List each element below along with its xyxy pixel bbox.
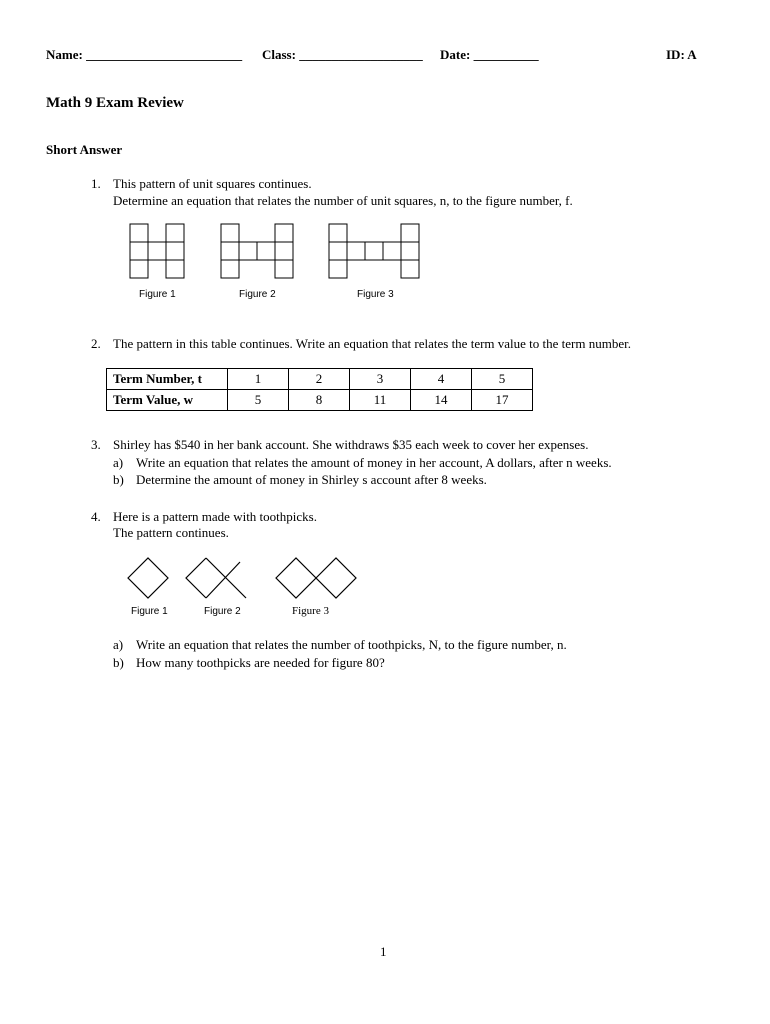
- table-cell: 4: [411, 369, 472, 390]
- question-1-number: 1.: [91, 176, 101, 191]
- page-title: Math 9 Exam Review: [46, 95, 184, 111]
- toothpick-figure-3: [276, 558, 356, 598]
- table-cell: 17: [472, 390, 533, 411]
- class-field: Class: ___________________: [262, 47, 423, 62]
- question-4-number: 4.: [91, 509, 101, 524]
- table-cell: 14: [411, 390, 472, 411]
- unit-squares-figure-2: [221, 224, 293, 278]
- table-cell: 3: [350, 369, 411, 390]
- question-1-line-2: Determine an equation that relates the number of unit squares, n, to the figure number, f.: [113, 193, 573, 208]
- question-4-part-a: a) Write an equation that relates the number of toothpicks, N, to the figure number, n.: [113, 637, 567, 652]
- name-field: Name: ________________________: [46, 47, 243, 62]
- question-4-line-1: Here is a pattern made with toothpicks.: [113, 509, 317, 524]
- toothpick-figure-1: [128, 558, 168, 598]
- term-number-header: Term Number, t: [107, 369, 228, 390]
- question-1-line-1: This pattern of unit squares continues.: [113, 176, 312, 191]
- table-cell: 2: [289, 369, 350, 390]
- question-3-part-a: a) Write an equation that relates the amount of money in her account, A dollars, after n weeks.: [113, 455, 612, 470]
- table-cell: 11: [350, 390, 411, 411]
- table-row: [107, 369, 533, 390]
- page-number: 1: [380, 944, 387, 959]
- q1-figure-3-label: Figure 3: [357, 289, 394, 300]
- question-3-part-b: b) Determine the amount of money in Shirley s account after 8 weeks.: [113, 472, 487, 487]
- unit-squares-pattern: [130, 224, 430, 284]
- question-2-line-1: The pattern in this table continues. Write an equation that relates the term value to the term number.: [113, 336, 631, 351]
- table-cell: 5: [472, 369, 533, 390]
- term-table: [106, 368, 533, 411]
- term-value-header: Term Value, w: [107, 390, 228, 411]
- question-3-number: 3.: [91, 437, 101, 452]
- toothpick-pattern: [128, 558, 368, 608]
- section-heading: Short Answer: [46, 142, 123, 157]
- unit-squares-figure-3: [329, 224, 419, 278]
- table-row: [107, 390, 533, 411]
- q4-figure-3-label: Figure 3: [292, 605, 329, 617]
- q4-figure-2-label: Figure 2: [204, 606, 241, 617]
- unit-squares-figure-1: [130, 224, 184, 278]
- q1-figure-2-label: Figure 2: [239, 289, 276, 300]
- table-cell: 1: [228, 369, 289, 390]
- question-2-number: 2.: [91, 336, 101, 351]
- date-field: Date: __________: [440, 47, 539, 62]
- q1-figure-1-label: Figure 1: [139, 289, 176, 300]
- table-cell: 5: [228, 390, 289, 411]
- question-4-line-2: The pattern continues.: [113, 525, 229, 540]
- question-4-part-b: b) How many toothpicks are needed for figure 80?: [113, 655, 385, 670]
- table-cell: 8: [289, 390, 350, 411]
- id-label: ID: A: [666, 47, 697, 62]
- question-3-line-1: Shirley has $540 in her bank account. She withdraws $35 each week to cover her expenses.: [113, 437, 589, 452]
- q4-figure-1-label: Figure 1: [131, 606, 168, 617]
- toothpick-figure-2: [186, 558, 246, 598]
